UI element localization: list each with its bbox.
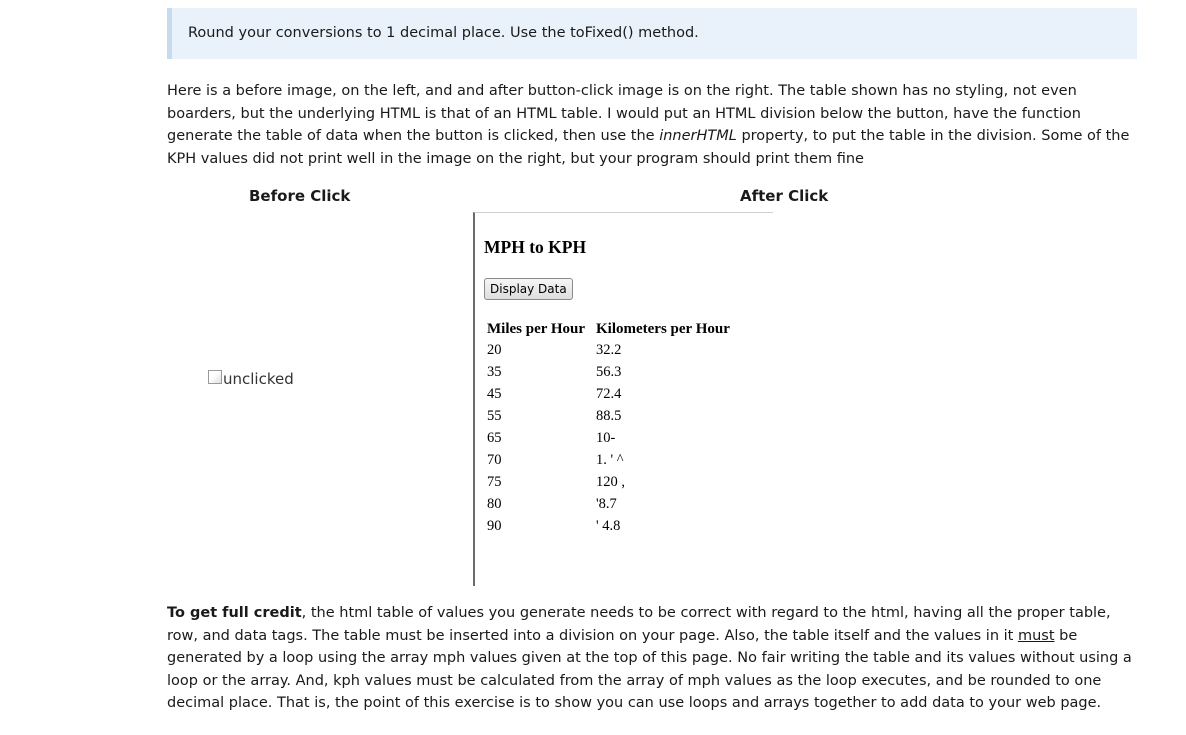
credit-text-2: be generated by a loop using the array mph values given at the top of this page. No fair writing the table and its values without using a loop or the array. And, kph values must be calculated from the array of mph values as the loop executes, and be rounded to one decimal place. That is, the point of this exercise is to show you can use loops and arrays together to add data to your web page. xyxy=(167,627,1132,712)
kph-cell: 56.3 xyxy=(596,363,622,380)
table-row xyxy=(487,427,730,449)
kph-cell: 32.2 xyxy=(596,341,622,358)
tip-callout xyxy=(167,8,1137,59)
screenshot-title: MPH to KPH xyxy=(484,237,587,257)
kph-cell: 88.5 xyxy=(596,407,622,424)
unclicked-image xyxy=(208,370,294,388)
mph-kph-table xyxy=(487,319,730,537)
mph-cell: 75 xyxy=(487,473,502,490)
mph-cell: 65 xyxy=(487,429,502,446)
mph-cell: 45 xyxy=(487,385,502,402)
unclicked-image-alt: unclicked xyxy=(223,370,294,388)
table-row xyxy=(487,471,730,493)
mph-cell: 90 xyxy=(487,517,502,534)
full-credit-bold: To get full credit xyxy=(167,605,302,621)
table-header-row xyxy=(487,319,730,339)
kph-cell: 120 , xyxy=(596,473,625,490)
full-credit-paragraph xyxy=(167,602,1135,715)
kph-header: Kilometers per Hour xyxy=(596,320,730,337)
intro-text-1: Here is a before image, on the left, and and after button-click image is on the right. The table shown has no styling, not even boarders, but the underlying HTML is that of an HTML table. I would put an HTML division below the button, have the function generate the table of data when the button is clicked, then use the xyxy=(167,83,1081,145)
table-row xyxy=(487,515,730,537)
kph-cell: ' 4.8 xyxy=(596,517,621,534)
before-click-caption: Before Click xyxy=(249,187,351,205)
intro-paragraph xyxy=(167,80,1135,170)
credit-text-1: , the html table of values you generate needs to be correct with regard to the html, having all the proper table, row, and data tags. The table must be inserted into a division on your page. Also, the table itself and the values in it xyxy=(167,605,1111,644)
mph-cell: 55 xyxy=(487,407,502,424)
after-click-caption: After Click xyxy=(740,187,829,205)
mph-cell: 80 xyxy=(487,495,502,512)
mph-header: Miles per Hour xyxy=(487,320,586,337)
mph-cell: 70 xyxy=(487,451,502,468)
kph-cell: 10- xyxy=(596,429,616,446)
broken-image-icon xyxy=(208,370,222,384)
table-row xyxy=(487,493,730,515)
kph-cell: 72.4 xyxy=(596,385,622,402)
table-row xyxy=(487,361,730,383)
mph-cell: 20 xyxy=(487,341,502,358)
table-row xyxy=(487,339,730,361)
table-row xyxy=(487,405,730,427)
tip-text: Round your conversions to 1 decimal place. Use the toFixed() method. xyxy=(188,25,699,41)
credit-underline: must xyxy=(1017,627,1055,644)
display-data-button: Display Data xyxy=(484,278,573,300)
intro-emphasis: innerHTML xyxy=(659,128,737,145)
kph-cell: 1. ' ^ xyxy=(596,451,624,468)
table-row xyxy=(487,383,730,405)
table-row xyxy=(487,449,730,471)
mph-cell: 35 xyxy=(487,363,502,380)
kph-cell: '8.7 xyxy=(596,495,617,512)
after-click-screenshot xyxy=(473,212,773,586)
intro-text-2: property, to put the table in the division. Some of the KPH values did not print well in the image on the right, but your program should print them fine xyxy=(167,128,1130,167)
